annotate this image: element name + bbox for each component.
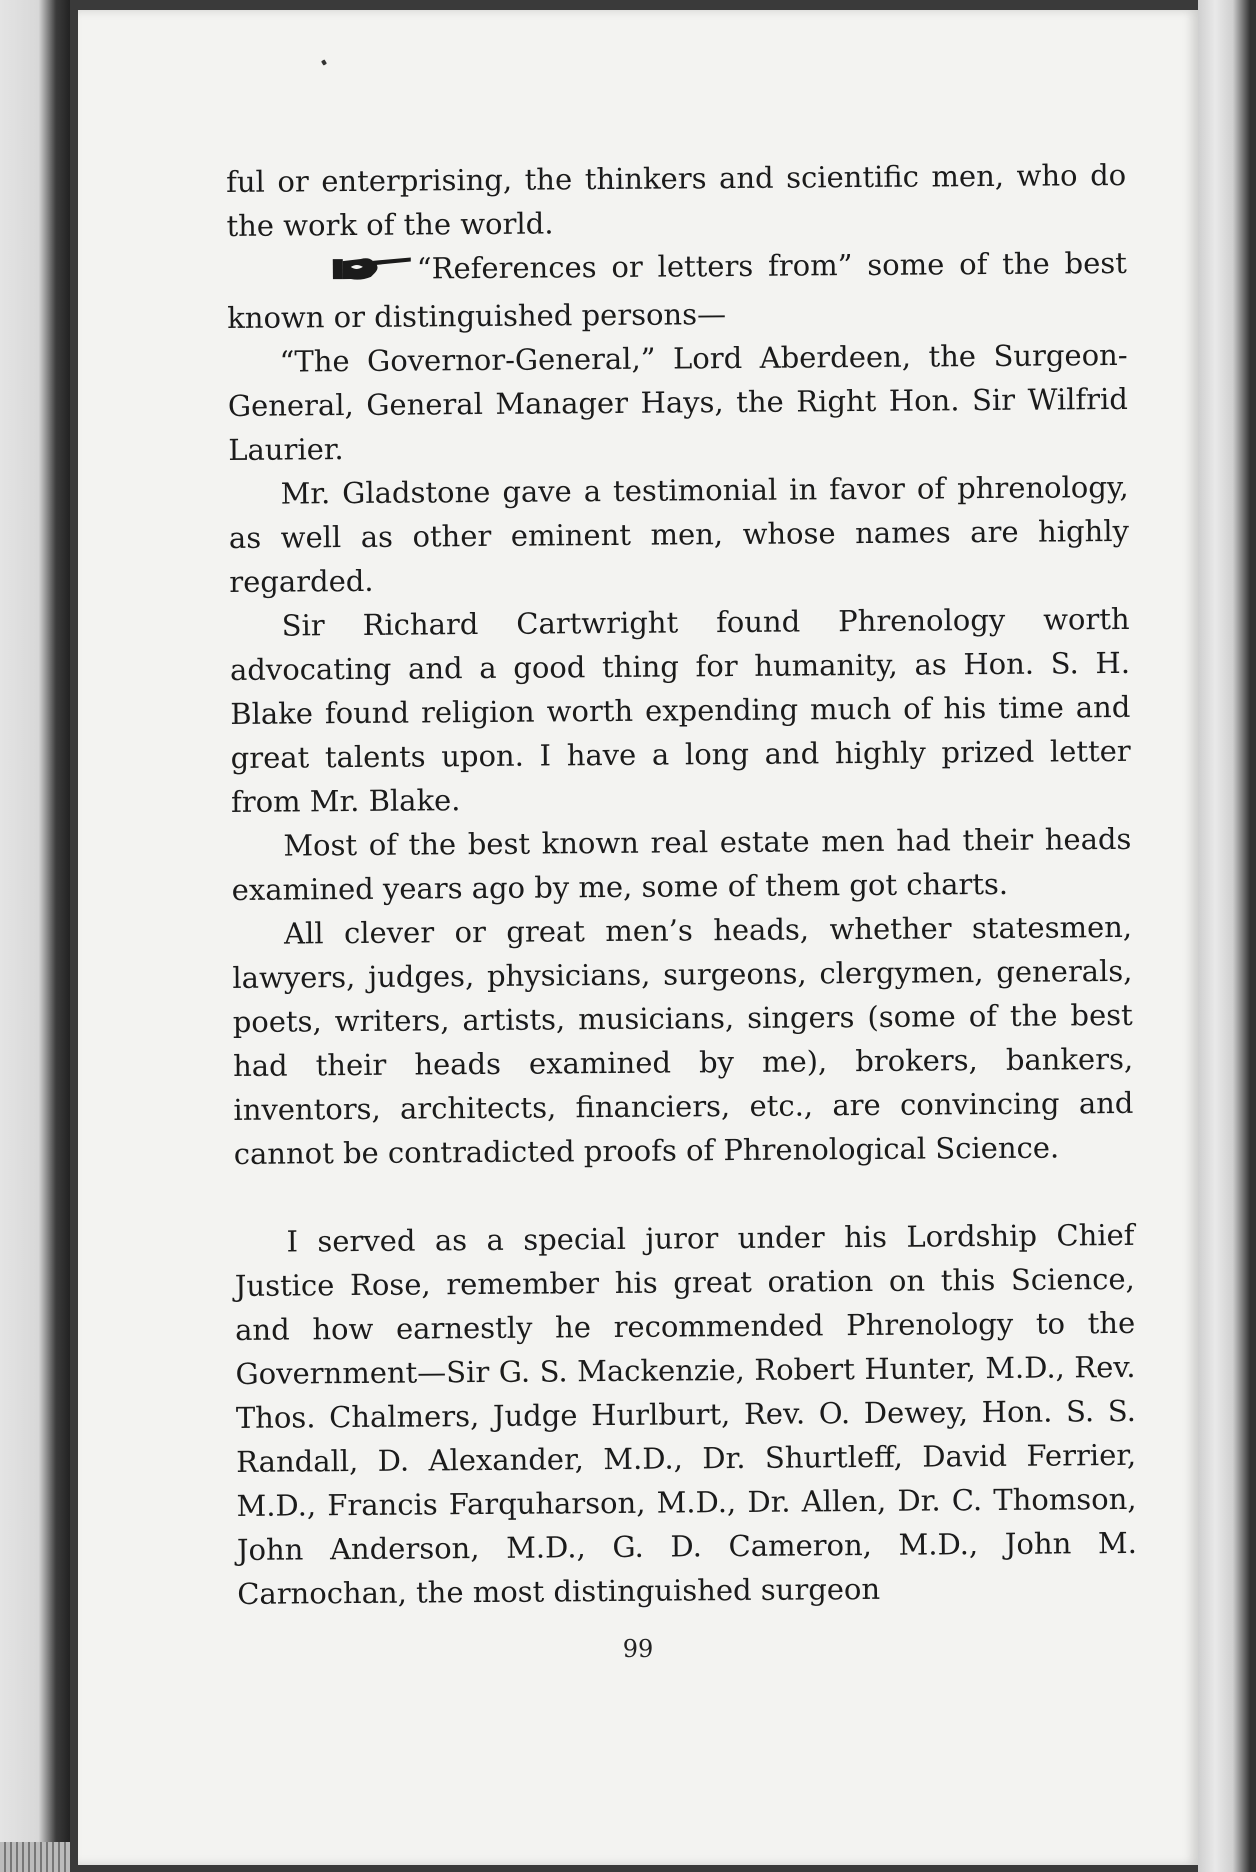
paragraph-references-text: “References or letters from” some of the best known or distinguished persons— — [227, 245, 1127, 335]
previous-page-edge — [0, 0, 70, 1872]
paragraph-references — [227, 241, 1128, 340]
page-edge-stub — [0, 1842, 70, 1872]
ink-speck — [321, 59, 327, 65]
paragraph-governor-general: “The Governor-General,” Lord Aberdeen, the Surgeon-General, General Manager Hays, the Right Hon. Sir Wilfrid Laurier. — [227, 337, 1129, 467]
right-page-edge — [1198, 0, 1256, 1872]
paragraph-cartwright: Sir Richard Cartwright found Phrenology worth advocating and a good thing for humanity, as Hon. S. H. Blake found religion worth expending much of his time and great talents upon. I have a long and highly prized letter from Mr. Blake. — [229, 601, 1131, 819]
paragraph-gladstone: Mr. Gladstone gave a testimonial in favor of phrenology, as well as other eminent men, whose names are highly regarded. — [228, 469, 1130, 599]
page-number: 99 — [622, 1635, 654, 1663]
paragraph-special-juror: I served as a special juror under his Lordship Chief Justice Rose, remember his great oration on this Science, and how earnestly he recommended Phrenology to the Government—Sir G. S. Mackenzie, Robert Hunter, M.D., Rev. Thos. Chalmers, Judge Hurlburt, Rev. O. Dewey, Hon. S. S. Randall, D. Alexander, M.D., Dr. Shurtleff, David Ferrier, M.D., Francis Farquharson, M.D., Dr. Allen, Dr. C. Thomson, John Anderson, M.D., G. D. Cameron, M.D., John M. Carnochan, the most distinguished surgeon — [234, 1217, 1138, 1611]
paragraph-real-estate: Most of the best known real estate men had their heads examined years ago by me, some of them got charts. — [231, 821, 1132, 907]
paragraph-clever-men: All clever or great men’s heads, whether statesmen, lawyers, judges, physicians, surgeons, clergymen, generals, poets, writers, artists, musicians, singers (some of the best had their heads examined by me), brokers, bankers, inventors, architects, financiers, etc., are convincing and cannot be contradicted proofs of Phrenological Science. — [232, 909, 1134, 1171]
book-page — [78, 10, 1198, 1865]
pointing-hand-icon — [279, 251, 413, 296]
paragraph-continuation: ful or enterprising, the thinkers and scientific men, who do the work of the world. — [226, 157, 1127, 243]
body-text — [226, 153, 1137, 1616]
